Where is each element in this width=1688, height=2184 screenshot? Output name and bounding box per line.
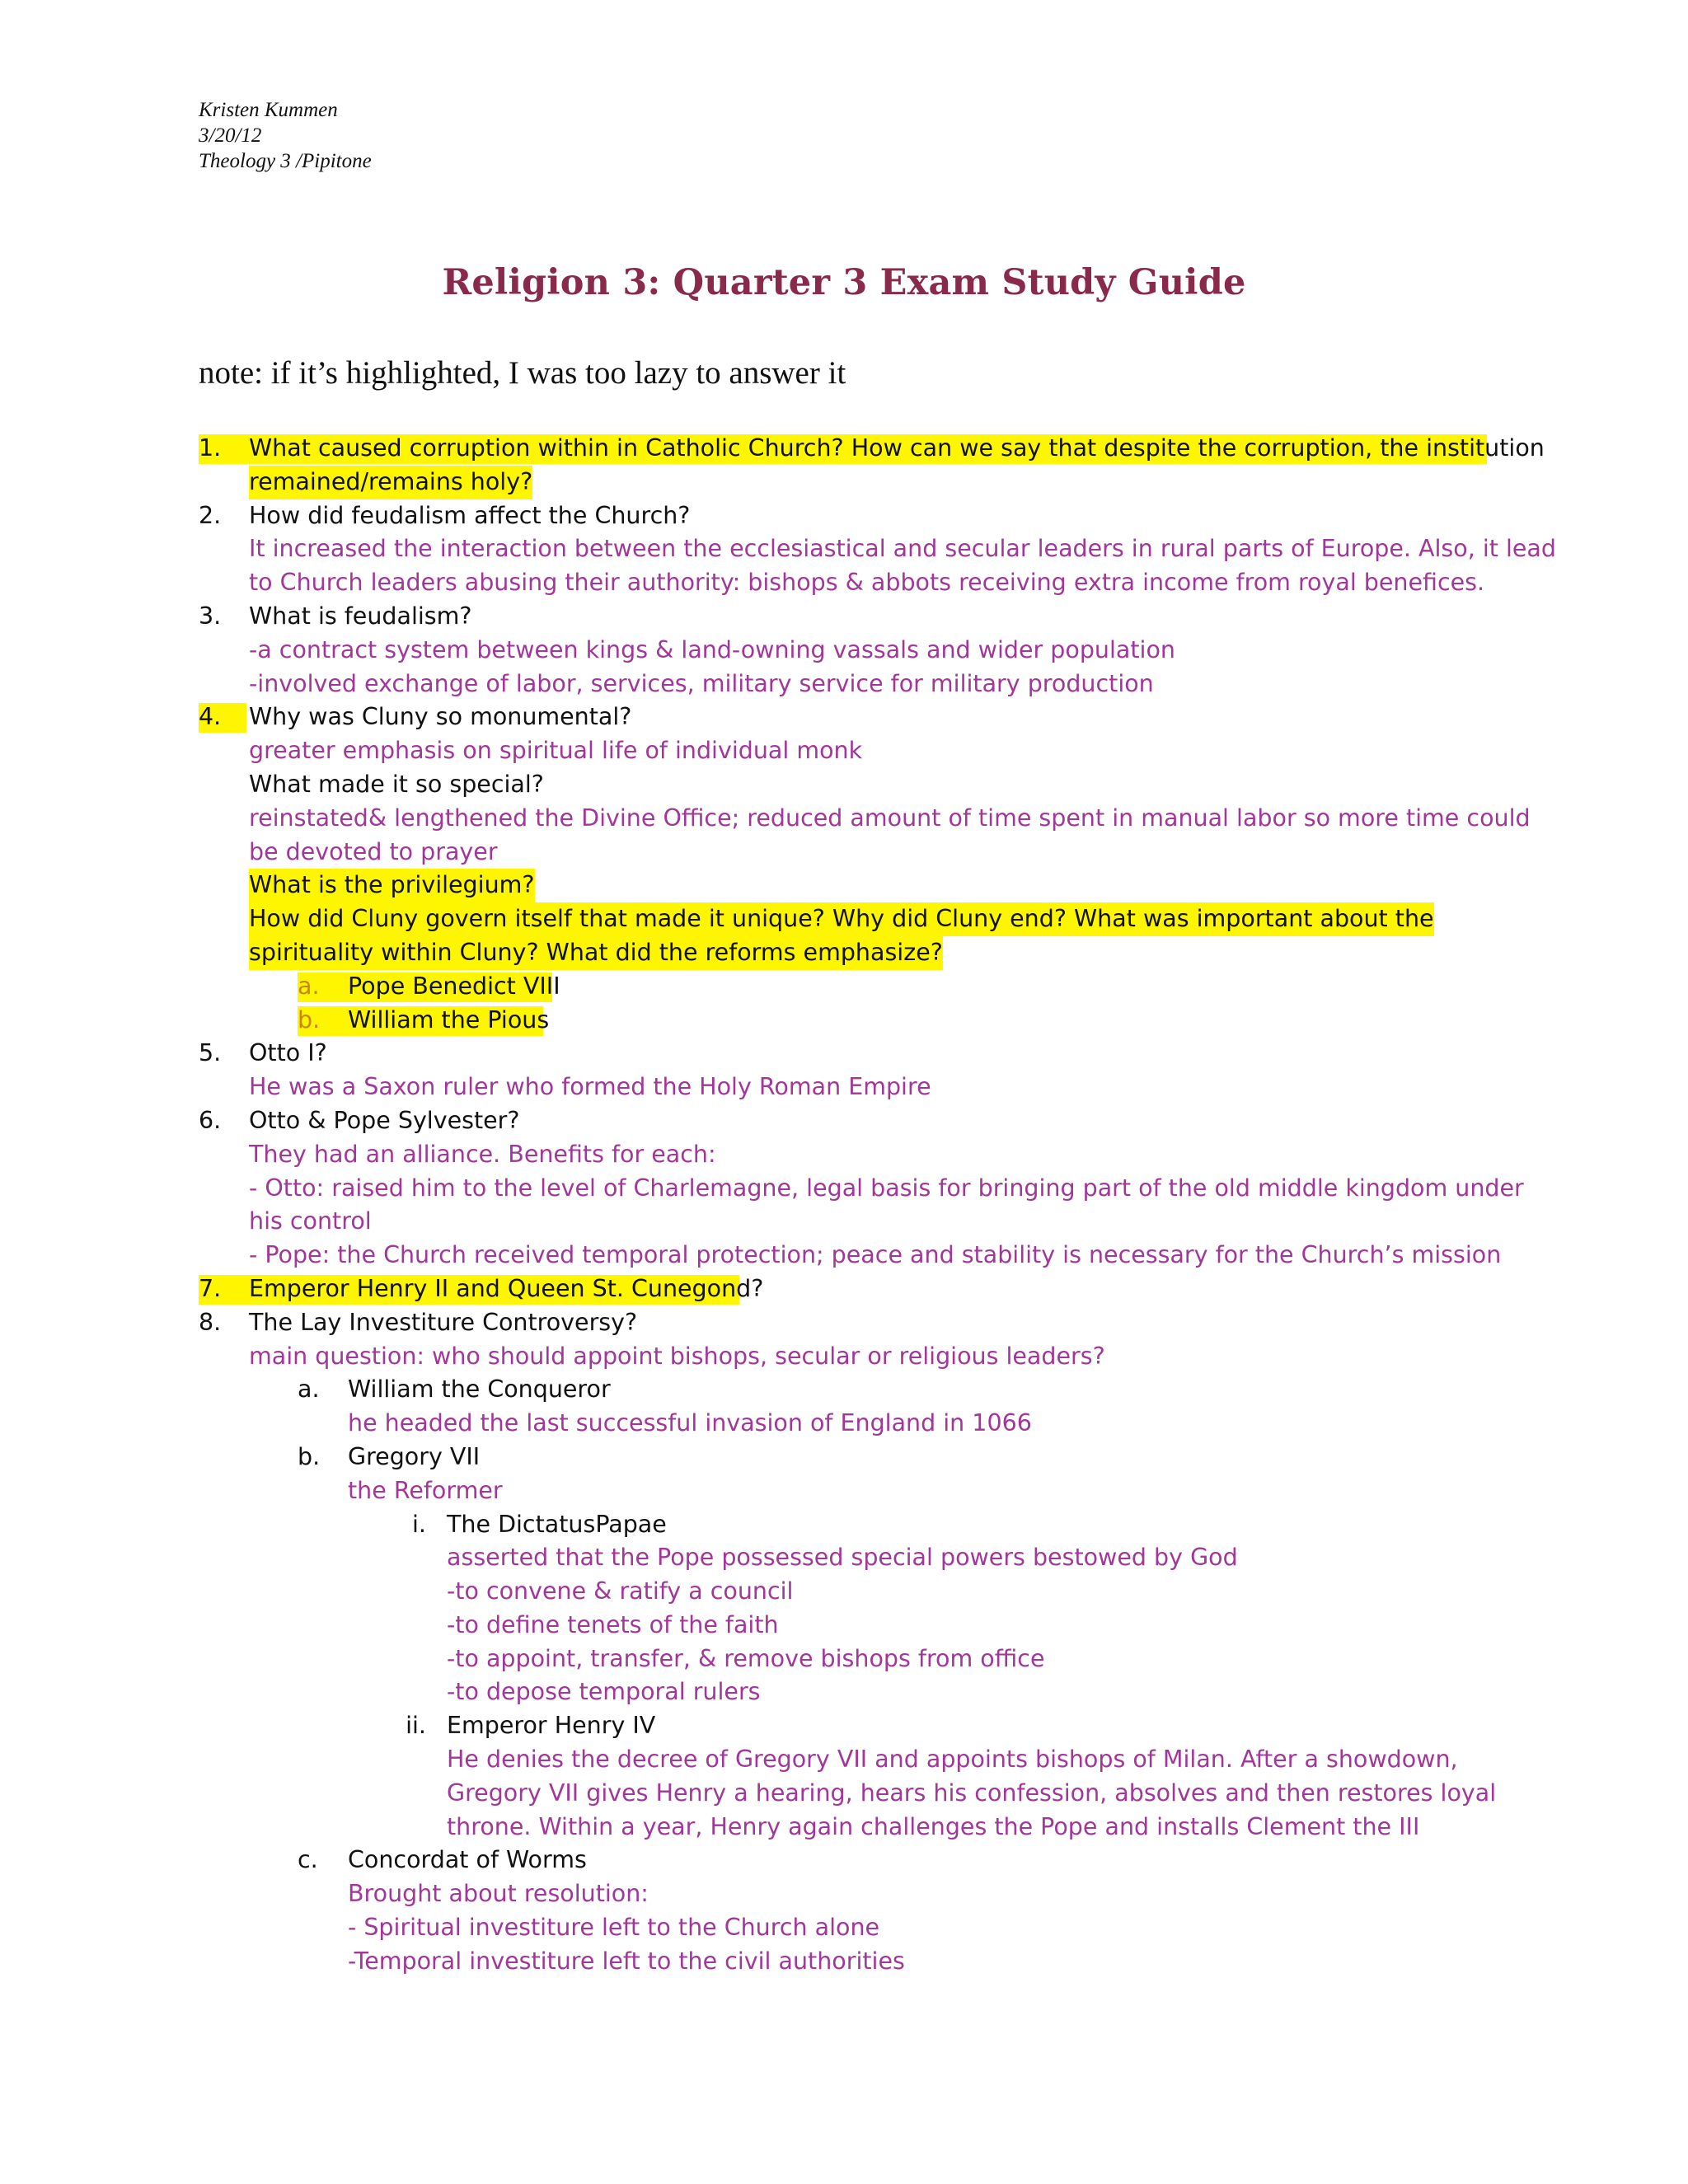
answer-line <box>199 1541 1526 1575</box>
item-roman: ii. <box>406 1712 426 1740</box>
study-guide-list <box>199 432 1556 1979</box>
answer-text: -to appoint, transfer, & remove bishops from office <box>447 1644 1045 1672</box>
answer-text: be devoted to prayer <box>249 837 498 865</box>
answer-text: greater emphasis on spiritual life of individual monk <box>249 737 863 765</box>
answer-line <box>199 1205 1526 1239</box>
answer-text: to Church leaders abusing their authority: bishops & abbots receiving extra income from royal benefices. <box>249 569 1485 597</box>
item-roman: i. <box>412 1510 426 1538</box>
sub-question <box>199 768 1526 802</box>
item-letter: c. <box>298 1846 318 1874</box>
question-text: Otto I? <box>249 1039 327 1067</box>
list-subitem <box>199 970 1526 1004</box>
list-item <box>199 1306 1526 1340</box>
document-date: 3/20/12 <box>199 124 262 147</box>
answer-line <box>199 734 1526 768</box>
list-subitem <box>199 1844 1526 1877</box>
answer-line <box>199 1474 1526 1508</box>
answer-text: main question: who should appoint bishops, secular or religious leaders? <box>249 1342 1105 1370</box>
sub-question <box>199 869 1526 902</box>
item-number: 8. <box>199 1308 222 1336</box>
answer-line <box>199 1743 1526 1777</box>
answer-text: -to convene & ratify a council <box>447 1577 794 1605</box>
answer-text: - Otto: raised him to the level of Charlemagne, legal basis for bringing part of the old middle kingdom under <box>249 1174 1524 1202</box>
answer-line <box>199 1777 1526 1811</box>
item-number: 5. <box>199 1039 222 1067</box>
item-number: 7. <box>199 1274 222 1302</box>
subsubitem-text: The DictatusPapae <box>447 1510 667 1538</box>
question-text: What is feudalism? <box>249 602 472 630</box>
question-text: Why was Cluny so monumental? <box>249 703 632 731</box>
answer-line <box>199 1811 1526 1844</box>
answer-line <box>199 802 1531 836</box>
answer-text: -involved exchange of labor, services, military service for military production <box>249 669 1154 697</box>
question-text: How did Cluny govern itself that made it unique? Why did Cluny end? What was important about the <box>249 902 1434 936</box>
answer-line <box>199 532 1556 566</box>
item-letter: a. <box>298 972 320 1000</box>
answer-line <box>199 1138 1526 1172</box>
answer-line <box>199 1239 1526 1272</box>
answer-text: They had an alliance. Benefits for each: <box>249 1140 716 1168</box>
item-letter: a. <box>298 1376 320 1404</box>
list-item <box>199 432 1545 466</box>
answer-line <box>199 668 1526 701</box>
question-text: The Lay Investiture Controversy? <box>249 1308 638 1336</box>
answer-text: -Temporal investiture left to the civil authorities <box>348 1947 905 1975</box>
sub-question <box>199 902 1526 936</box>
answer-text: Gregory VII gives Henry a hearing, hears his confession, absolves and then restores loyal <box>447 1779 1497 1807</box>
question-text: How did feudalism affect the Church? <box>249 501 691 529</box>
list-item <box>199 1104 1526 1138</box>
question-text: Otto & Pope Sylvester? <box>249 1106 520 1134</box>
answer-line <box>199 634 1526 668</box>
item-number: 2. <box>199 501 222 529</box>
answer-line <box>199 1643 1526 1676</box>
answer-text: Brought about resolution: <box>348 1880 649 1908</box>
list-item <box>199 600 1526 634</box>
answer-line <box>199 1172 1526 1206</box>
list-item <box>199 1037 1526 1071</box>
question-text: What is the privilegium? <box>249 869 535 902</box>
answer-text: He denies the decree of Gregory VII and appoints bishops of Milan. After a showdown, <box>447 1746 1458 1774</box>
answer-text: throne. Within a year, Henry again challenges the Pope and installs Clement the III <box>447 1812 1420 1840</box>
answer-line <box>199 1877 1526 1911</box>
list-item-continuation <box>199 466 1526 499</box>
subsubitem-text: Emperor Henry IV <box>447 1712 656 1740</box>
list-subitem <box>199 1441 1526 1474</box>
item-number: 4. <box>199 703 222 731</box>
subitem-text: William the Conqueror <box>348 1376 611 1404</box>
question-text: remained/remains holy? <box>249 466 532 499</box>
item-letter: b. <box>298 1005 321 1033</box>
course-name: Theology 3 /Pipitone <box>199 150 372 172</box>
answer-line <box>199 1340 1526 1374</box>
answer-text: reinstated& lengthened the Divine Office; reduced amount of time spent in manual labor so more time could <box>249 804 1531 832</box>
subitem-text: Pope Benedict VIII <box>348 972 560 1000</box>
list-subsubitem <box>199 1709 1526 1743</box>
list-item <box>199 499 1526 533</box>
highlight-note: note: if it’s highlighted, I was too lazy to answer it <box>199 355 846 391</box>
sub-question <box>199 936 1526 970</box>
answer-text: his control <box>249 1207 372 1235</box>
list-item <box>199 1272 1526 1306</box>
list-item <box>199 701 1526 734</box>
question-text: Emperor Henry II and Queen St. Cunegond? <box>249 1274 764 1302</box>
answer-text: the Reformer <box>348 1476 503 1504</box>
list-subitem <box>199 1373 1526 1407</box>
answer-text: -a contract system between kings & land-owning vassals and wider population <box>249 635 1175 663</box>
answer-line <box>199 836 1526 869</box>
subitem-text: William the Pious <box>348 1005 550 1033</box>
answer-line <box>199 1071 1526 1104</box>
item-letter: b. <box>298 1442 321 1470</box>
answer-line <box>199 566 1526 600</box>
item-number: 3. <box>199 602 222 630</box>
answer-line <box>199 1911 1526 1945</box>
header-block <box>199 97 372 174</box>
subitem-text: Gregory VII <box>348 1442 481 1470</box>
answer-text: -to depose temporal rulers <box>447 1678 761 1706</box>
item-number: 1. <box>199 434 222 462</box>
item-number: 6. <box>199 1106 222 1134</box>
question-text: What made it so special? <box>249 770 544 798</box>
question-text: spirituality within Cluny? What did the reforms emphasize? <box>249 936 943 970</box>
answer-line <box>199 1609 1526 1643</box>
answer-line <box>199 1945 1526 1979</box>
answer-text: It increased the interaction between the ecclesiastical and secular leaders in rural parts of Europe. Also, it lead <box>249 535 1556 563</box>
answer-line <box>199 1675 1526 1709</box>
document-title: Religion 3: Quarter 3 Exam Study Guide <box>442 262 1246 303</box>
answer-text: asserted that the Pope possessed special powers bestowed by God <box>447 1544 1238 1572</box>
answer-text: -to define tenets of the faith <box>447 1610 779 1638</box>
answer-text: he headed the last successful invasion of England in 1066 <box>348 1409 1032 1437</box>
question-text: What caused corruption within in Catholic Church? How can we say that despite the corruption, the institution <box>249 434 1545 462</box>
answer-line <box>199 1575 1526 1609</box>
list-subitem <box>199 1004 1526 1038</box>
answer-text: - Pope: the Church received temporal protection; peace and stability is necessary for the Church’s mission <box>249 1241 1502 1269</box>
list-subsubitem <box>199 1508 1526 1542</box>
answer-line <box>199 1407 1526 1441</box>
author-name: Kristen Kummen <box>199 99 338 121</box>
answer-text: He was a Saxon ruler who formed the Holy Roman Empire <box>249 1073 931 1101</box>
subitem-text: Concordat of Worms <box>348 1846 587 1874</box>
answer-text: - Spiritual investiture left to the Church alone <box>348 1914 880 1942</box>
